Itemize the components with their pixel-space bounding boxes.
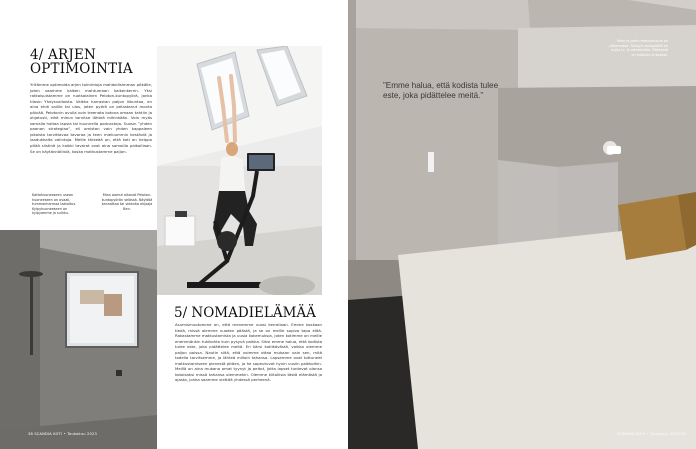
caption-bedroom: Mian ja Joelin makuuhuone on yläkerrassa. Sänkyä vastapäätä on myös tv- ja oleskelutila. Päädyssä on työpiste ja kaappi.	[608, 39, 668, 57]
photo-exercise-bike	[157, 46, 322, 295]
caption-peloton: Mian aamut alkavat Peloton-kuntopyörän selässä. Näyttöä kannattaa tai videoita ohjaaja Ben.	[101, 193, 153, 211]
photo-bathroom	[0, 230, 157, 449]
section-heading-arjen-optimointia: 4/ ARJEN OPTIMOINTIA	[30, 47, 133, 77]
bathroom-illustration	[0, 230, 157, 449]
section-heading-nomadielamaa: 5/ NOMADIELÄMÄÄ	[174, 305, 316, 321]
right-page-bedroom-photo	[348, 0, 696, 449]
bedroom-illustration	[348, 0, 696, 449]
body-text-optimointi: Yritämme optimoida arjen toimintoja mahdollisimman pitkälle, joten saamme kaiken mahtumaan kaikenkerrin. Yksi ratkaisuistamme on ruotsalainen Peloton-kuntopyörä, jonka tilasin Yhdysvalloista. Vaikka harrastan paljon liikuntaa, en aina ehdi salille tai ulos, joten pyörä on pelastanut monta päivää. Pelotonin avulla voin treenata kotona omaan tahtiin ja ohjatusti, eikä minun tarvitse lähteä mihinkään. Voin myös samalla hoitaa lapsia tai kuunnella podcasteja. Suosin ”yhden paanan strategiaa”, eli omistan vain yhden kappaleen jokaista tarvittavaa tavaraa ja teen mieluummin kestäviä ja laadukkaita valintoja. Meille tärkeää on, että koti on helppo pitää siistinä ja kaikki tavarat ovat aina samoilla paikoillaan. Se on käytännöllistä, koska matkustamme paljon.	[30, 82, 153, 154]
caption-bathroom: Kattohuoneeseen usean huoneeseen on ovaali, tummanharmaa laatoitus. Kylpyhuoneeseen on kylpyamme ja suihku.	[32, 193, 77, 216]
body-text-nomadielama: Asumismuotomme on, että menemme vuosi kerrallaan. Emme koskaan tiedä, missä olemme vuoden päästä, ja se on meille sopiva tapa elää. Rakastamme matkustamista ja uusia kokemuksia, joten kotimme on meille enemmänkin tukikohta kuin pysyvä paikka. Siksi emme halua, että kodista tulee este, joka pidättelee meitä. En kärsi kotiikävästä, vaikka olemme paljon poissa. Nautin siitä, että voimme ottaa mukaan vain sen, mitä todella tarvitsemme, ja lähteä milloin tahansa. Lapsemme ovat tottuneet matkustamiseen pienestä pitäen, ja he sopeutuvat hyvin uusiin paikkoihin. Meillä on aina mukana omat tyynyt ja peitot, jotta lapset tuntevat olonsa kotoisaksi missä tahansa olemmekin. Olemme kiitollisia tästä elämästä ja ajasta, jonka saamme viettää yhdessä perheenä.	[175, 322, 322, 383]
pull-quote: ”Emme halua, että kodista tulee este, joka pidättelee meitä.”	[383, 81, 499, 100]
page-folio-right: SCANDIA KOTI • Toukokuu 2023 39	[617, 432, 686, 436]
page-folio-left: 38 SCANDIA KOTI • Toukokuu 2023	[28, 432, 97, 436]
exercise-bike-illustration	[157, 46, 322, 295]
